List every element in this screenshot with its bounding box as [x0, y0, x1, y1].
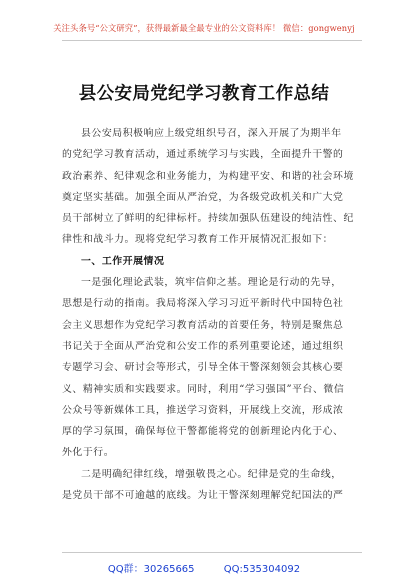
body-line: 二是明确纪律红线，增强敬畏之心。纪律是党的生命线， [81, 468, 342, 480]
body-line: 律性和战斗力。现将党纪学习教育工作开展情况汇报如下： [62, 234, 334, 246]
footer-qq: QQ:535304092 [223, 564, 301, 575]
header-divider [62, 40, 362, 41]
body-line: 政治素养、纪律观念和业务能力，为构建平安、和谐的社会环境 [62, 170, 354, 182]
footer-divider [62, 552, 362, 553]
body-line: 外化于行。 [62, 447, 115, 459]
body-line: 员干部树立了鲜明的纪律标杆。持续加强队伍建设的纯洁性、纪 [62, 213, 354, 225]
document-title: 县公安局党纪学习教育工作总结 [78, 84, 330, 104]
body-line: 会主义思想作为党纪学习教育活动的首要任务，特别是聚焦总 [62, 319, 344, 331]
header-note: 关注头条号“公文研究”，获得最新最全最专业的公文资料库！ 微信：gongwenyj [53, 23, 355, 33]
body-line: 的党纪学习教育活动，通过系统学习与实践，全面提升干警的 [62, 149, 344, 161]
body-line: 县公安局积极响应上级党组织号召，深入开展了为期半年 [81, 128, 342, 139]
body-line: 公众号等新媒体工具，推送学习资料，开展线上交流，形成浓 [62, 404, 344, 416]
footer-qq-group: QQ群：30265665 [107, 564, 195, 575]
section-heading: 一、工作开展情况 [81, 255, 165, 267]
body-line: 是党员干部不可逾越的底线。为让干警深刻理解党纪国法的严 [62, 490, 344, 502]
body-line: 书记关于全面从严治党和公安工作的系列重要论述，通过组织 [62, 340, 344, 352]
body-line: 思想是行动的指南。我局将深入学习习近平新时代中国特色社 [62, 298, 344, 310]
body-line: 义、精神实质和实践要求。同时，利用“学习强国”平台、微信 [62, 383, 345, 395]
footer-contact [0, 560, 408, 575]
document-body [62, 123, 362, 506]
body-line: 一是强化理论武装，筑牢信仰之基。理论是行动的先导， [81, 277, 342, 289]
body-line: 厚的学习氛围，确保每位干警都能将党的创新理论内化于心、 [62, 426, 344, 438]
body-line: 奠定坚实基础。加强全面从严治党，为各级党政机关和广大党 [62, 191, 344, 203]
body-line: 专题学习会、研讨会等形式，引导全体干警深刻领会其核心要 [62, 362, 344, 374]
